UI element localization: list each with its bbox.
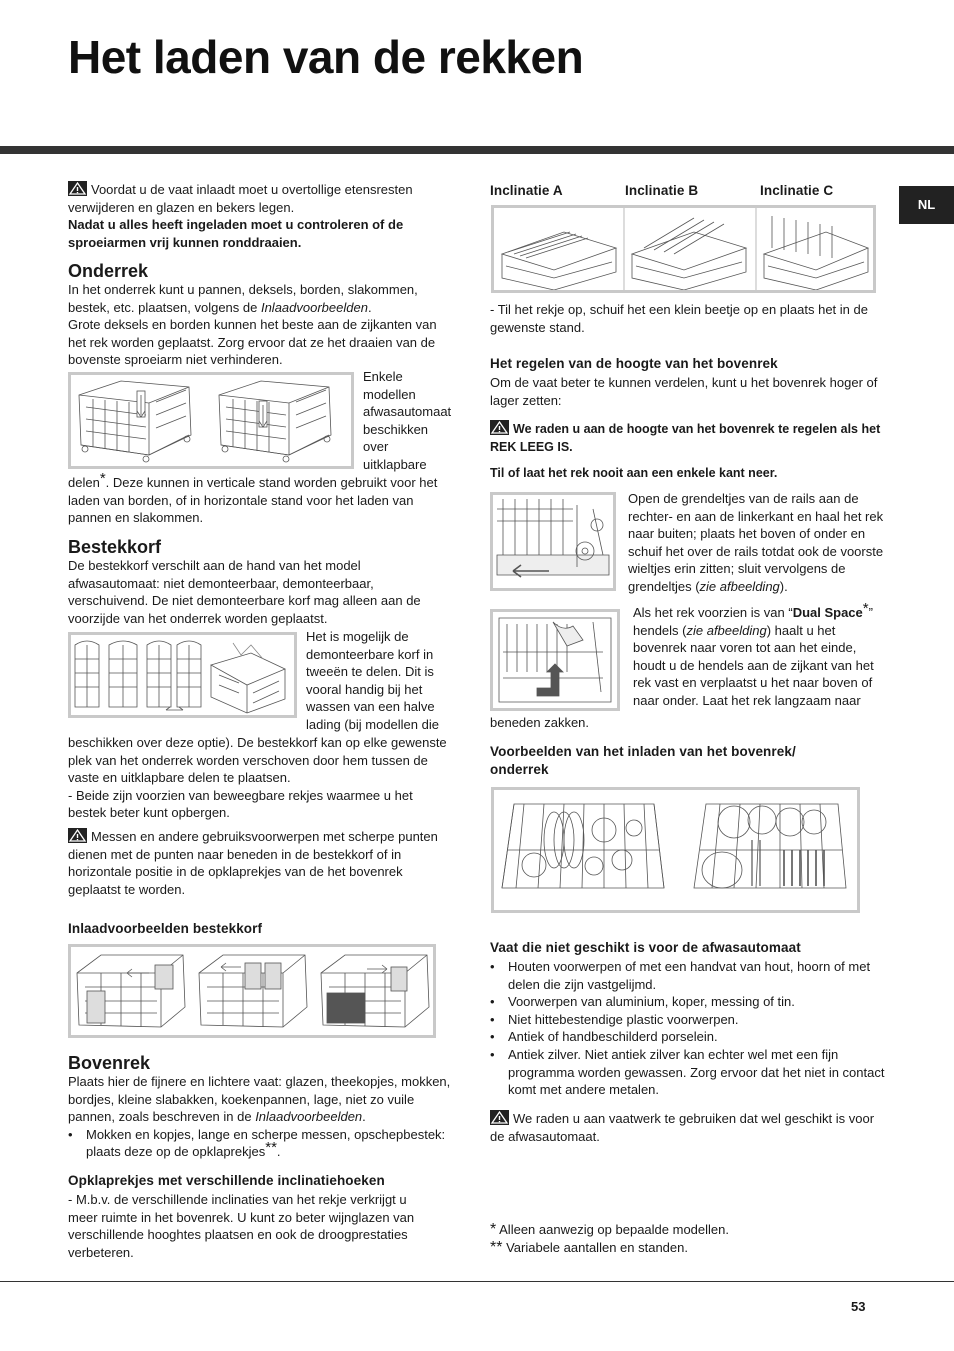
- bestekkorf-p3: - Beide zijn voorzien van beweegbare rekjes waarmee u het bestek beter kunt opbergen.: [68, 787, 413, 821]
- footnote-mark: **: [490, 1238, 503, 1256]
- niet-geschikt-warning: [490, 1110, 886, 1145]
- bestekkorf-warning-text: Messen en andere gebruiksvoorwerpen met scherpe punten dienen met de punten naar beneden in de bestekkorf of in horizontale positie in de opklaprekjes van de het bovenrek geplaatst te worden.: [68, 829, 438, 897]
- footer-divider: [0, 1281, 954, 1282]
- hoogte-warning: [490, 420, 890, 456]
- hoogte-p1: Om de vaat beter te kunnen verdelen, kunt u het bovenrek hoger of lager zetten:: [490, 375, 878, 408]
- footnote-text: Variabele aantallen en standen.: [506, 1239, 688, 1255]
- onderrek-cont-b: . Deze kunnen in verticale stand worden gebruikt voor het laden van borden, of in horizontale stand voor het laden van pannen en slakommen.: [68, 475, 438, 526]
- bovenrek-p1-italic: Inlaadvoorbeelden: [255, 1109, 363, 1125]
- side-line: demonteerbare korf in: [306, 646, 434, 662]
- ds-text-a: Als het rek voorzien is van “: [633, 605, 793, 620]
- list-item: [68, 1126, 453, 1161]
- onderrek-p2: Grote deksels en borden kunnen het beste aan de zijkanten van het rek worden geplaatst. Zorg ervoor dat ze het draaien van de bovenste sproeiarm niet verhinderen.: [68, 317, 437, 368]
- bovenrek-bullet-end: .: [276, 1144, 281, 1160]
- onderrek-p1: In het onderrek kunt u pannen, deksels, borden, slakommen, bestek, etc. plaatsen, volgens de: [68, 282, 418, 315]
- intro-bold-text: Nadat u alles heeft ingeladen moet u controleren of de sproeiarmen vrij kunnen ronddraaien.: [68, 217, 404, 250]
- side-line: uitklapbare: [363, 456, 427, 472]
- footnotes: [490, 1221, 886, 1256]
- side-line: tweeën te delen. Dit is: [306, 664, 434, 680]
- inclinatie-c-label: Inclinatie C: [760, 183, 834, 198]
- warning-triangle-icon: [68, 181, 87, 196]
- footnote-star: *: [99, 470, 106, 487]
- loaded-racks-drawing: [494, 790, 857, 910]
- onderrek-side-text: [363, 368, 458, 474]
- footnote-star: **: [265, 1139, 277, 1157]
- inlaad-illustration: [68, 944, 436, 1038]
- cutlery-positions-drawing: [71, 947, 433, 1035]
- onderrek-continuation: [68, 470, 453, 527]
- bovenrek-text: [68, 1073, 453, 1161]
- side-line: wassen van een halve: [306, 699, 435, 715]
- bestekkorf-side-text: [306, 628, 456, 734]
- intro-text: Voordat u de vaat inlaadt moet u overtollige etensresten verwijderen en glazen en bekers legen.: [68, 182, 413, 215]
- grendel-illustration: [490, 492, 616, 591]
- inclinatie-b-label: Inclinatie B: [625, 183, 699, 198]
- bestekkorf-warning: [68, 828, 453, 898]
- footnote-2: [490, 1239, 886, 1257]
- bestekkorf-p1: De bestekkorf verschilt aan de hand van het model afwasautomaat: niet demonteerbaar, demonteerbaar, verschuivend. De niet demonteerbare korf mag alleen aan de voorzijde van het onderrek worden geplaatst.: [68, 558, 421, 626]
- opklap-heading: Opklaprekjes met verschillende inclinatiehoeken: [68, 1173, 385, 1188]
- bestekkorf-continuation: [68, 734, 453, 822]
- dual-space-lever-drawing: [493, 612, 617, 708]
- warning-triangle-icon: [490, 1110, 509, 1125]
- bovenrek-p1-end: .: [362, 1109, 366, 1125]
- side-line: modellen: [363, 386, 416, 402]
- onderrek-text: [68, 281, 453, 369]
- list-item: • Antiek zilver. Niet antiek zilver kan echter wel met een fijn programma worden gewassen. Zorg ervoor dat het niet in contact komt met andere metalen.: [490, 1046, 886, 1099]
- inclination-racks-drawing: [494, 208, 873, 290]
- intro-block: [68, 181, 453, 251]
- list-item: • Antiek of handbeschilderd porselein.: [490, 1028, 886, 1046]
- language-tab: NL: [899, 186, 954, 224]
- grendel-italic: zie afbeelding: [699, 578, 780, 594]
- side-line: over: [363, 439, 389, 455]
- list-item: • Houten voorwerpen of met een handvat van hout, hoorn of met delen die zijn vastgelijmd.: [490, 958, 886, 993]
- rail-latch-drawing: [493, 495, 613, 588]
- bovenrek-list: [68, 1126, 453, 1161]
- list-item: • Niet hittebestendige plastic voorwerpen.: [490, 1011, 886, 1029]
- bestekkorf-heading: Bestekkorf: [68, 537, 162, 557]
- onderrek-p1-end: .: [367, 299, 372, 315]
- grendel-text-a: Open de grendeltjes van de rails aan de rechter- en aan de linkerkant en haal het rek naar buiten; plaats het boven of onder en schuif het over de rails totdat ook de voorste wieltjes erin zitten; sluit vervolgens de grendeltjes (: [628, 491, 884, 594]
- hoogte-bold2: Til of laat het rek nooit aan een enkele kant neer.: [490, 466, 778, 480]
- dual-space-end: beneden zakken.: [490, 715, 590, 730]
- opklap-text: - M.b.v. de verschillende inclinaties van het rekje verkrijgt u meer ruimte in het bovenrek. U kunt zo beter wijnglazen van verschillende hooghtes plaatsen en ook de droogprestaties verbeteren.: [68, 1192, 415, 1260]
- onderrek-illustration: [68, 372, 354, 469]
- inlaad-heading: Inlaadvoorbeelden bestekkorf: [68, 921, 263, 936]
- side-line: Enkele: [363, 369, 403, 384]
- footnote-1: [490, 1221, 886, 1239]
- page-number: 53: [851, 1299, 866, 1314]
- niet-geschikt-heading: Vaat die niet geschikt is voor de afwasautomaat: [490, 940, 801, 955]
- dual-space-text: [633, 600, 891, 710]
- warning-triangle-icon: [490, 420, 509, 435]
- side-line: lading (bij modellen die: [306, 716, 439, 732]
- voorbeelden-illustration: [491, 787, 860, 913]
- hoogte-warning-text: We raden u aan de hoogte van het bovenrek te regelen als het REK LEEG IS.: [490, 422, 881, 454]
- bestekkorf-illustration: [68, 632, 297, 718]
- side-line: beschikken: [363, 421, 429, 437]
- footnote-star: *: [862, 600, 869, 617]
- cutlery-basket-drawing: [71, 635, 294, 715]
- header-divider: [0, 146, 954, 154]
- inclinatie-text: - Til het rekje op, schuif het een klein beetje op en plaats het in de gewenste stand.: [490, 302, 868, 335]
- page-title: Het laden van de rekken: [68, 31, 584, 83]
- onderrek-cont-a: delen: [68, 475, 100, 490]
- inclinatie-a-label: Inclinatie A: [490, 183, 563, 198]
- list-item: • Voorwerpen van aluminium, koper, messing of tin.: [490, 993, 886, 1011]
- hoogte-heading: Het regelen van de hoogte van het bovenrek: [490, 356, 778, 371]
- lower-rack-drawing: [71, 375, 351, 466]
- ds-text-c: ) haalt u het bovenrek naar voren tot aan het einde, houdt u de hendels aan de zijkant van het rek vast en verplaatst u het naar boven of naar onder. Laat het rek langzaam naar: [633, 622, 874, 708]
- niet-geschikt-list: [490, 958, 886, 1099]
- dual-space-illustration: [490, 609, 620, 711]
- footnote-text: Alleen aanwezig op bepaalde modellen.: [499, 1222, 729, 1237]
- grendel-text-b: ).: [779, 578, 788, 594]
- ds-bold: Dual Space: [792, 605, 863, 620]
- grendel-text: [628, 490, 890, 596]
- bestekkorf-cont: beschikken over deze optie). De bestekkorf kan op elke gewenste plek van het onderrek worden verschoven door hem tussen de vaste en uitklapbare delen te plaatsen.: [68, 735, 447, 786]
- ds-text-b: ” hendels (: [633, 605, 873, 638]
- inclinatie-illustration: [491, 205, 876, 293]
- bovenrek-p1: Plaats hier de fijnere en lichtere vaat: glazen, theekopjes, mokken, bordjes, kleine slabakken, koekenpannen, lage, niet zo vuile pannen, zoals beschreven in de: [68, 1074, 451, 1125]
- side-line: Het is mogelijk de: [306, 629, 409, 644]
- niet-geschikt-warning-text: We raden u aan vaatwerk te gebruiken dat wel geschikt is voor de afwasautomaat.: [490, 1111, 875, 1144]
- onderrek-heading: Onderrek: [68, 261, 149, 281]
- bovenrek-heading: Bovenrek: [68, 1053, 151, 1073]
- voorbeelden-heading: Voorbeelden van het inladen van het bovenrek/ onderrek: [490, 744, 796, 777]
- warning-triangle-icon: [68, 828, 87, 843]
- onderrek-p1-italic: Inlaadvoorbeelden: [260, 299, 368, 315]
- footnote-mark: *: [490, 1221, 497, 1238]
- side-line: afwasautomaat: [363, 404, 452, 420]
- bovenrek-bullet-text: Mokken en kopjes, lange en scherpe messen, opschepbestek: plaats deze op de opklaprekjes: [86, 1126, 446, 1160]
- ds-italic: zie afbeelding: [686, 622, 767, 638]
- side-line: vooral handig bij het: [306, 681, 423, 697]
